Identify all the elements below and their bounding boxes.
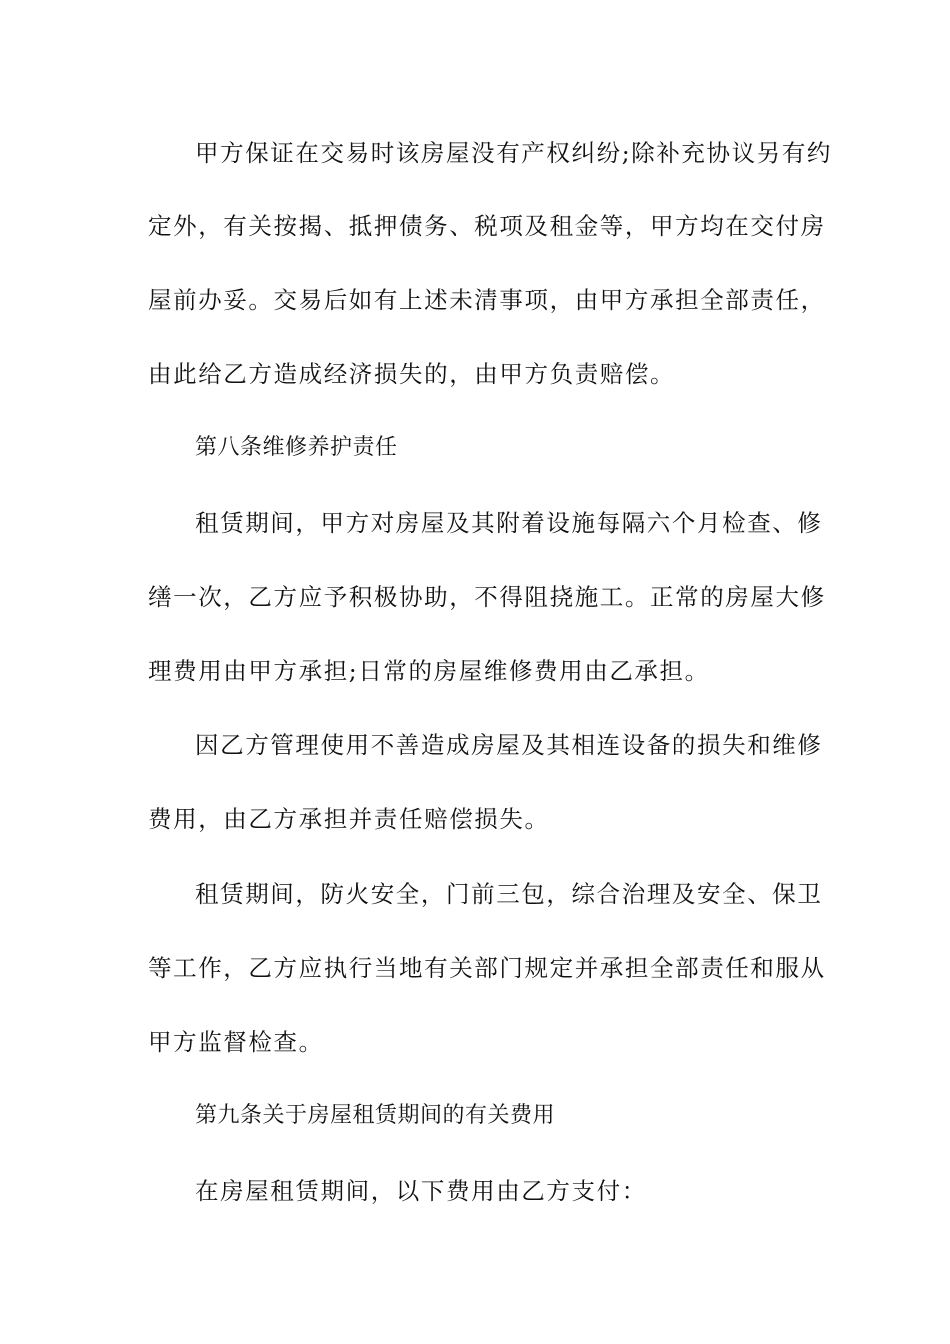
paragraph-line: 理费用由甲方承担;日常的房屋维修费用由乙承担。: [148, 657, 710, 685]
paragraph-line: 因乙方管理使用不善造成房屋及其相连设备的损失和维修: [195, 731, 823, 759]
paragraph-line: 定外，有关按揭、抵押债务、税项及租金等，甲方均在交付房: [148, 212, 826, 240]
paragraph-line: 在房屋租赁期间，以下费用由乙方支付：: [195, 1177, 647, 1205]
paragraph-line: 等工作，乙方应执行当地有关部门规定并承担全部责任和服从: [148, 954, 826, 982]
paragraph-line: 租赁期间，甲方对房屋及其附着设施每隔六个月检查、修: [195, 509, 823, 537]
paragraph-line: 甲方保证在交易时该房屋没有产权纠纷;除补充协议另有约: [195, 139, 833, 167]
paragraph-line: 由此给乙方造成经济损失的，由甲方负责赔偿。: [148, 360, 676, 388]
paragraph-line: 屋前办妥。交易后如有上述未清事项，由甲方承担全部责任，: [148, 286, 826, 314]
paragraph-line: 费用，由乙方承担并责任赔偿损失。: [148, 805, 550, 833]
paragraph-line: 甲方监督检查。: [148, 1028, 324, 1056]
paragraph-line: 缮一次，乙方应予积极协助，不得阻挠施工。正常的房屋大修: [148, 583, 826, 611]
paragraph-line: 租赁期间，防火安全，门前三包，综合治理及安全、保卫: [195, 880, 823, 908]
section-heading-article-8: 第八条维修养护责任: [195, 435, 398, 460]
section-heading-article-9: 第九条关于房屋租赁期间的有关费用: [195, 1103, 556, 1128]
